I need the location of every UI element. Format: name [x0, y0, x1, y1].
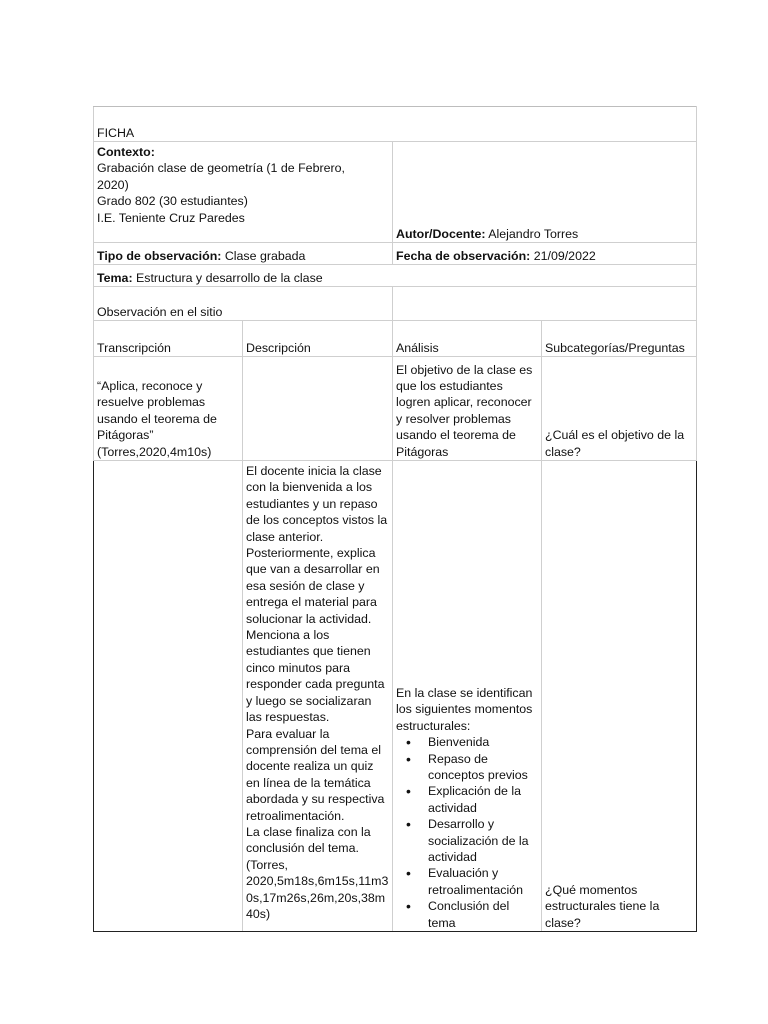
row1-pregunta: ¿Cuál es el objetivo de la clase?: [542, 357, 697, 461]
tipo-cell: [94, 243, 393, 265]
row1-transcripcion: “Aplica, reconoce y resuelve problemas usando el teorema de Pitágoras” (Torres,2020,4m10s): [94, 357, 243, 461]
list-item: • Repaso de conceptos previos: [428, 751, 538, 784]
observacion-row: [94, 287, 697, 321]
column-header-row: [94, 321, 697, 357]
list-item: • Desarrollo y socialización de la actividad: [428, 816, 538, 865]
descripcion-paragraph: (Torres, 2020,5m18s,6m15s,11m30s,17m26s,26m,20s,38m40s): [246, 857, 389, 921]
tema-row: [94, 265, 697, 287]
fecha-cell: [393, 243, 697, 265]
descripcion-paragraph: Posteriormente, explica que van a desarrollar en esa sesión de clase y entrega el material para solucionar la actividad.: [246, 546, 380, 626]
tipo-value: Clase grabada: [221, 248, 306, 263]
contexto-line: Grabación clase de geometría (1 de Febrero,: [97, 161, 345, 176]
ficha-title: FICHA: [94, 107, 697, 142]
list-item: • Bienvenida: [428, 734, 538, 750]
tema-value: Estructura y desarrollo de la clase: [132, 270, 323, 285]
tipo-fecha-row: [94, 243, 697, 265]
ficha-row: [94, 107, 697, 142]
observacion-cell: Observación en el sitio: [94, 287, 393, 321]
tipo-label: Tipo de observación:: [97, 248, 222, 263]
contexto-label: Contexto:: [97, 145, 155, 159]
list-item: • Evaluación y retroalimentación: [428, 865, 538, 898]
observacion-empty-cell: [393, 287, 697, 321]
descripcion-paragraph: La clase finaliza con la conclusión del tema.: [246, 824, 371, 856]
col-header-analisis: Análisis: [393, 321, 542, 357]
row2-analisis: [393, 461, 542, 932]
contexto-row: [94, 142, 697, 243]
col-header-transcripcion: Transcripción: [94, 321, 243, 357]
autor-value: Alejandro Torres: [485, 226, 579, 241]
col-header-subcategorias: Subcategorías/Preguntas: [542, 321, 697, 357]
observation-form-table: [93, 106, 697, 932]
row1-analisis: El objetivo de la clase es que los estudiantes logren aplicar, reconocer y resolver problemas usando el teorema de Pitágoras: [393, 357, 542, 461]
fecha-label: Fecha de observación:: [396, 248, 531, 263]
objetivo-row: [94, 357, 697, 461]
tema-label: Tema:: [97, 270, 133, 285]
descripcion-paragraph: Menciona a los estudiantes que tienen cinco minutos para responder cada pregunta y luego se socializaran las respuestas.: [246, 628, 385, 725]
descripcion-paragraph: Para evaluar la comprensión del tema el docente realiza un quiz en línea de la temática abordada y su respectiva retroalimentación.: [246, 726, 385, 823]
contexto-line: Grado 802 (30 estudiantes): [97, 194, 248, 209]
row2-pregunta: ¿Qué momentos estructurales tiene la clase?: [542, 461, 697, 932]
analisis-intro: En la clase se identifican los siguientes momentos estructurales:: [396, 685, 533, 733]
fecha-value: 21/09/2022: [530, 248, 596, 263]
contexto-line: 2020): [97, 177, 129, 192]
descripcion-paragraph: El docente inicia la clase con la bienvenida a los estudiantes y un repaso de los conceptos vistos la clase anterior.: [246, 464, 388, 544]
list-item: • Explicación de la actividad: [428, 783, 538, 816]
row2-transcripcion: [94, 461, 243, 932]
list-item: • Conclusión del tema: [428, 898, 538, 931]
autor-cell: [393, 142, 697, 243]
autor-label: Autor/Docente:: [396, 226, 486, 241]
contexto-line: I.E. Teniente Cruz Paredes: [97, 210, 245, 225]
tema-cell: [94, 265, 697, 287]
row1-descripcion: [243, 357, 393, 461]
contexto-cell: [94, 142, 393, 243]
col-header-descripcion: Descripción: [243, 321, 393, 357]
momentos-row: [94, 461, 697, 932]
momentos-list: [396, 734, 538, 931]
row2-descripcion: [243, 461, 393, 932]
